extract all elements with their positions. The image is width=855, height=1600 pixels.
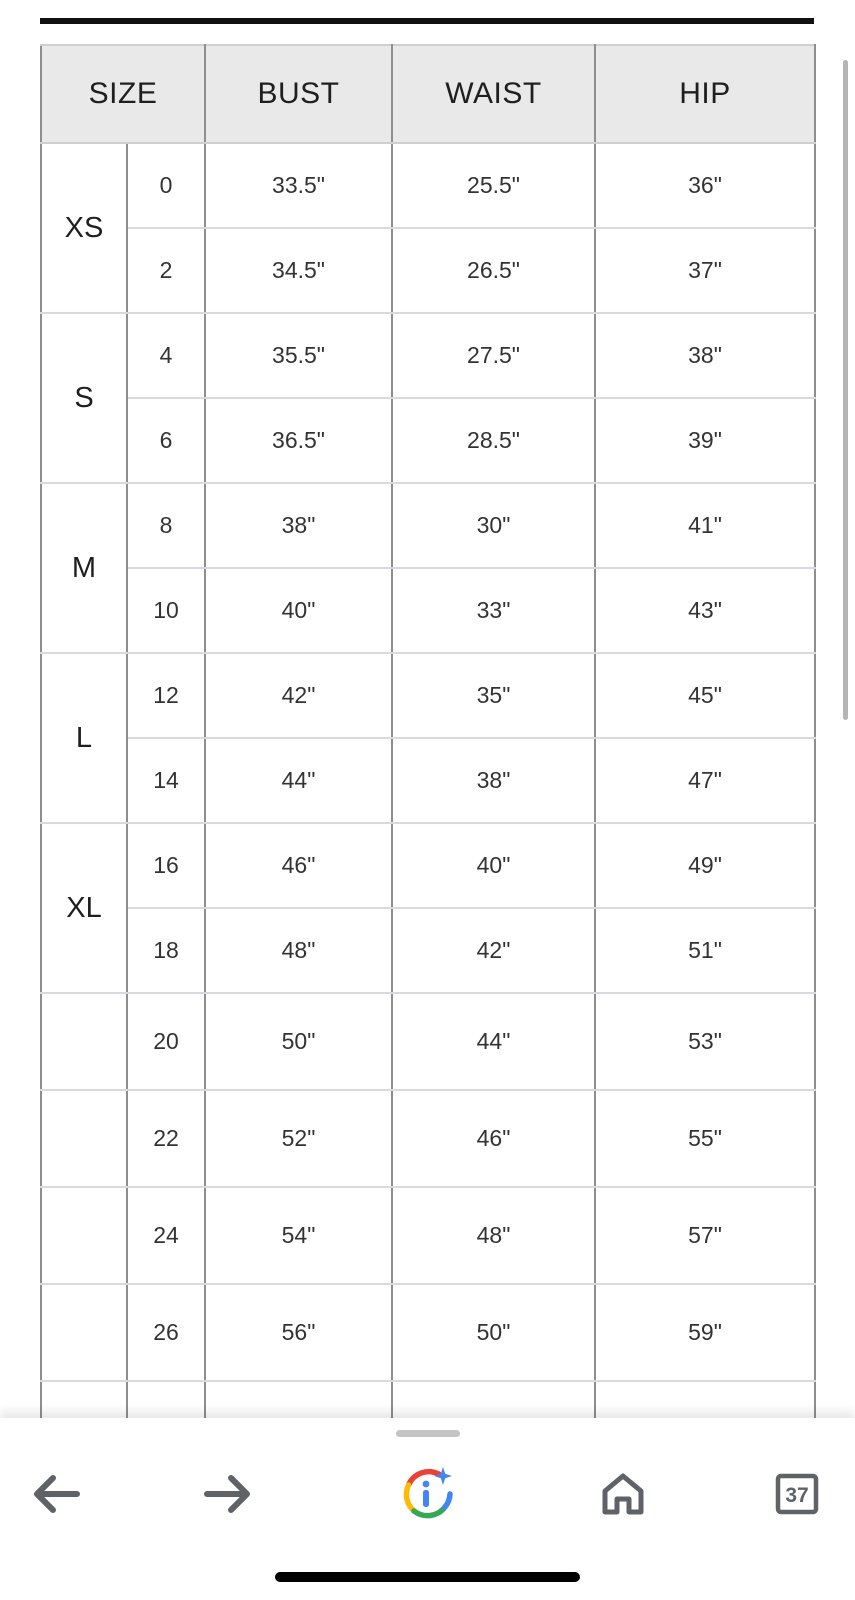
size-letter-cell: XL: [41, 823, 127, 993]
waist-cell: 50": [392, 1284, 595, 1381]
hip-cell: 43": [595, 568, 815, 653]
size-number-cell: 18: [127, 908, 205, 993]
google-lens-info-icon: [399, 1465, 457, 1523]
cut-off-cell: [392, 1381, 595, 1420]
waist-cell: 33": [392, 568, 595, 653]
size-number-cell: 0: [127, 143, 205, 228]
bust-cell: 33.5": [205, 143, 392, 228]
cut-off-cell: [205, 1381, 392, 1420]
waist-cell: 48": [392, 1187, 595, 1284]
vertical-scrollbar[interactable]: [843, 60, 848, 720]
waist-cell: 35": [392, 653, 595, 738]
hip-cell: 51": [595, 908, 815, 993]
cut-off-cell: [127, 1381, 205, 1420]
hip-cell: 38": [595, 313, 815, 398]
waist-cell: 38": [392, 738, 595, 823]
table-row: [41, 1284, 815, 1381]
size-number-cell: 8: [127, 483, 205, 568]
waist-cell: 44": [392, 993, 595, 1090]
size-number-cell: 4: [127, 313, 205, 398]
toolbar-drag-handle[interactable]: [396, 1430, 460, 1437]
table-body: [41, 143, 815, 1420]
bust-cell: 50": [205, 993, 392, 1090]
bust-cell: 40": [205, 568, 392, 653]
waist-cell: 27.5": [392, 313, 595, 398]
tabs-button[interactable]: [767, 1464, 827, 1524]
header-hip: HIP: [595, 45, 815, 143]
table-row: [41, 313, 815, 398]
table-row: [41, 1187, 815, 1284]
bust-cell: 38": [205, 483, 392, 568]
browser-bottom-toolbar: [0, 1418, 855, 1600]
header-bust: BUST: [205, 45, 392, 143]
hip-cell: 59": [595, 1284, 815, 1381]
bust-cell: 36.5": [205, 398, 392, 483]
forward-button[interactable]: [199, 1464, 259, 1524]
waist-cell: 42": [392, 908, 595, 993]
bust-cell: 44": [205, 738, 392, 823]
tab-count: 37: [785, 1484, 809, 1507]
size-number-cell: 26: [127, 1284, 205, 1381]
size-number-cell: 22: [127, 1090, 205, 1187]
table-row: [41, 653, 815, 738]
size-chart-table: [40, 44, 816, 1420]
size-number-cell: 12: [127, 653, 205, 738]
bust-cell: 34.5": [205, 228, 392, 313]
bust-cell: 48": [205, 908, 392, 993]
size-letter-cell: S: [41, 313, 127, 483]
hip-cell: 49": [595, 823, 815, 908]
back-button[interactable]: [25, 1464, 85, 1524]
bust-cell: 52": [205, 1090, 392, 1187]
home-indicator-bar[interactable]: [275, 1572, 580, 1582]
header-size: SIZE: [41, 45, 205, 143]
hip-cell: 53": [595, 993, 815, 1090]
size-letter-cell: XS: [41, 143, 127, 313]
waist-cell: 40": [392, 823, 595, 908]
hip-cell: 39": [595, 398, 815, 483]
size-number-cell: 20: [127, 993, 205, 1090]
header-waist: WAIST: [392, 45, 595, 143]
table-row: [41, 568, 815, 653]
waist-cell: 25.5": [392, 143, 595, 228]
size-letter-cell: L: [41, 653, 127, 823]
size-number-cell: 2: [127, 228, 205, 313]
empty-letter-cell: [41, 1187, 127, 1284]
hip-cell: 41": [595, 483, 815, 568]
empty-letter-cell: [41, 1381, 127, 1420]
size-number-cell: 14: [127, 738, 205, 823]
home-button[interactable]: [593, 1464, 653, 1524]
waist-cell: 26.5": [392, 228, 595, 313]
google-lens-button[interactable]: [398, 1464, 458, 1524]
size-number-cell: 6: [127, 398, 205, 483]
bust-cell: 46": [205, 823, 392, 908]
cut-off-cell: [595, 1381, 815, 1420]
hip-cell: 45": [595, 653, 815, 738]
size-chart-container: [40, 44, 816, 1420]
hip-cell: 36": [595, 143, 815, 228]
bust-cell: 42": [205, 653, 392, 738]
table-header-row: [41, 45, 815, 143]
bust-cell: 54": [205, 1187, 392, 1284]
bust-cell: 56": [205, 1284, 392, 1381]
table-row: [41, 993, 815, 1090]
waist-cell: 28.5": [392, 398, 595, 483]
empty-letter-cell: [41, 1090, 127, 1187]
arrow-right-icon: [203, 1472, 255, 1516]
tabs-icon: [774, 1471, 820, 1517]
table-row: [41, 908, 815, 993]
size-number-cell: 16: [127, 823, 205, 908]
table-row: [41, 398, 815, 483]
arrow-left-icon: [29, 1472, 81, 1516]
table-row: [41, 143, 815, 228]
bust-cell: 35.5": [205, 313, 392, 398]
hip-cell: 37": [595, 228, 815, 313]
top-divider: [40, 18, 814, 24]
size-number-cell: 24: [127, 1187, 205, 1284]
table-row: [41, 1090, 815, 1187]
table-row: [41, 1381, 815, 1420]
size-letter-cell: M: [41, 483, 127, 653]
hip-cell: 57": [595, 1187, 815, 1284]
home-icon: [600, 1471, 646, 1517]
hip-cell: 47": [595, 738, 815, 823]
hip-cell: 55": [595, 1090, 815, 1187]
table-row: [41, 483, 815, 568]
size-number-cell: 10: [127, 568, 205, 653]
empty-letter-cell: [41, 993, 127, 1090]
table-row: [41, 228, 815, 313]
table-row: [41, 738, 815, 823]
empty-letter-cell: [41, 1284, 127, 1381]
table-row: [41, 823, 815, 908]
waist-cell: 30": [392, 483, 595, 568]
waist-cell: 46": [392, 1090, 595, 1187]
